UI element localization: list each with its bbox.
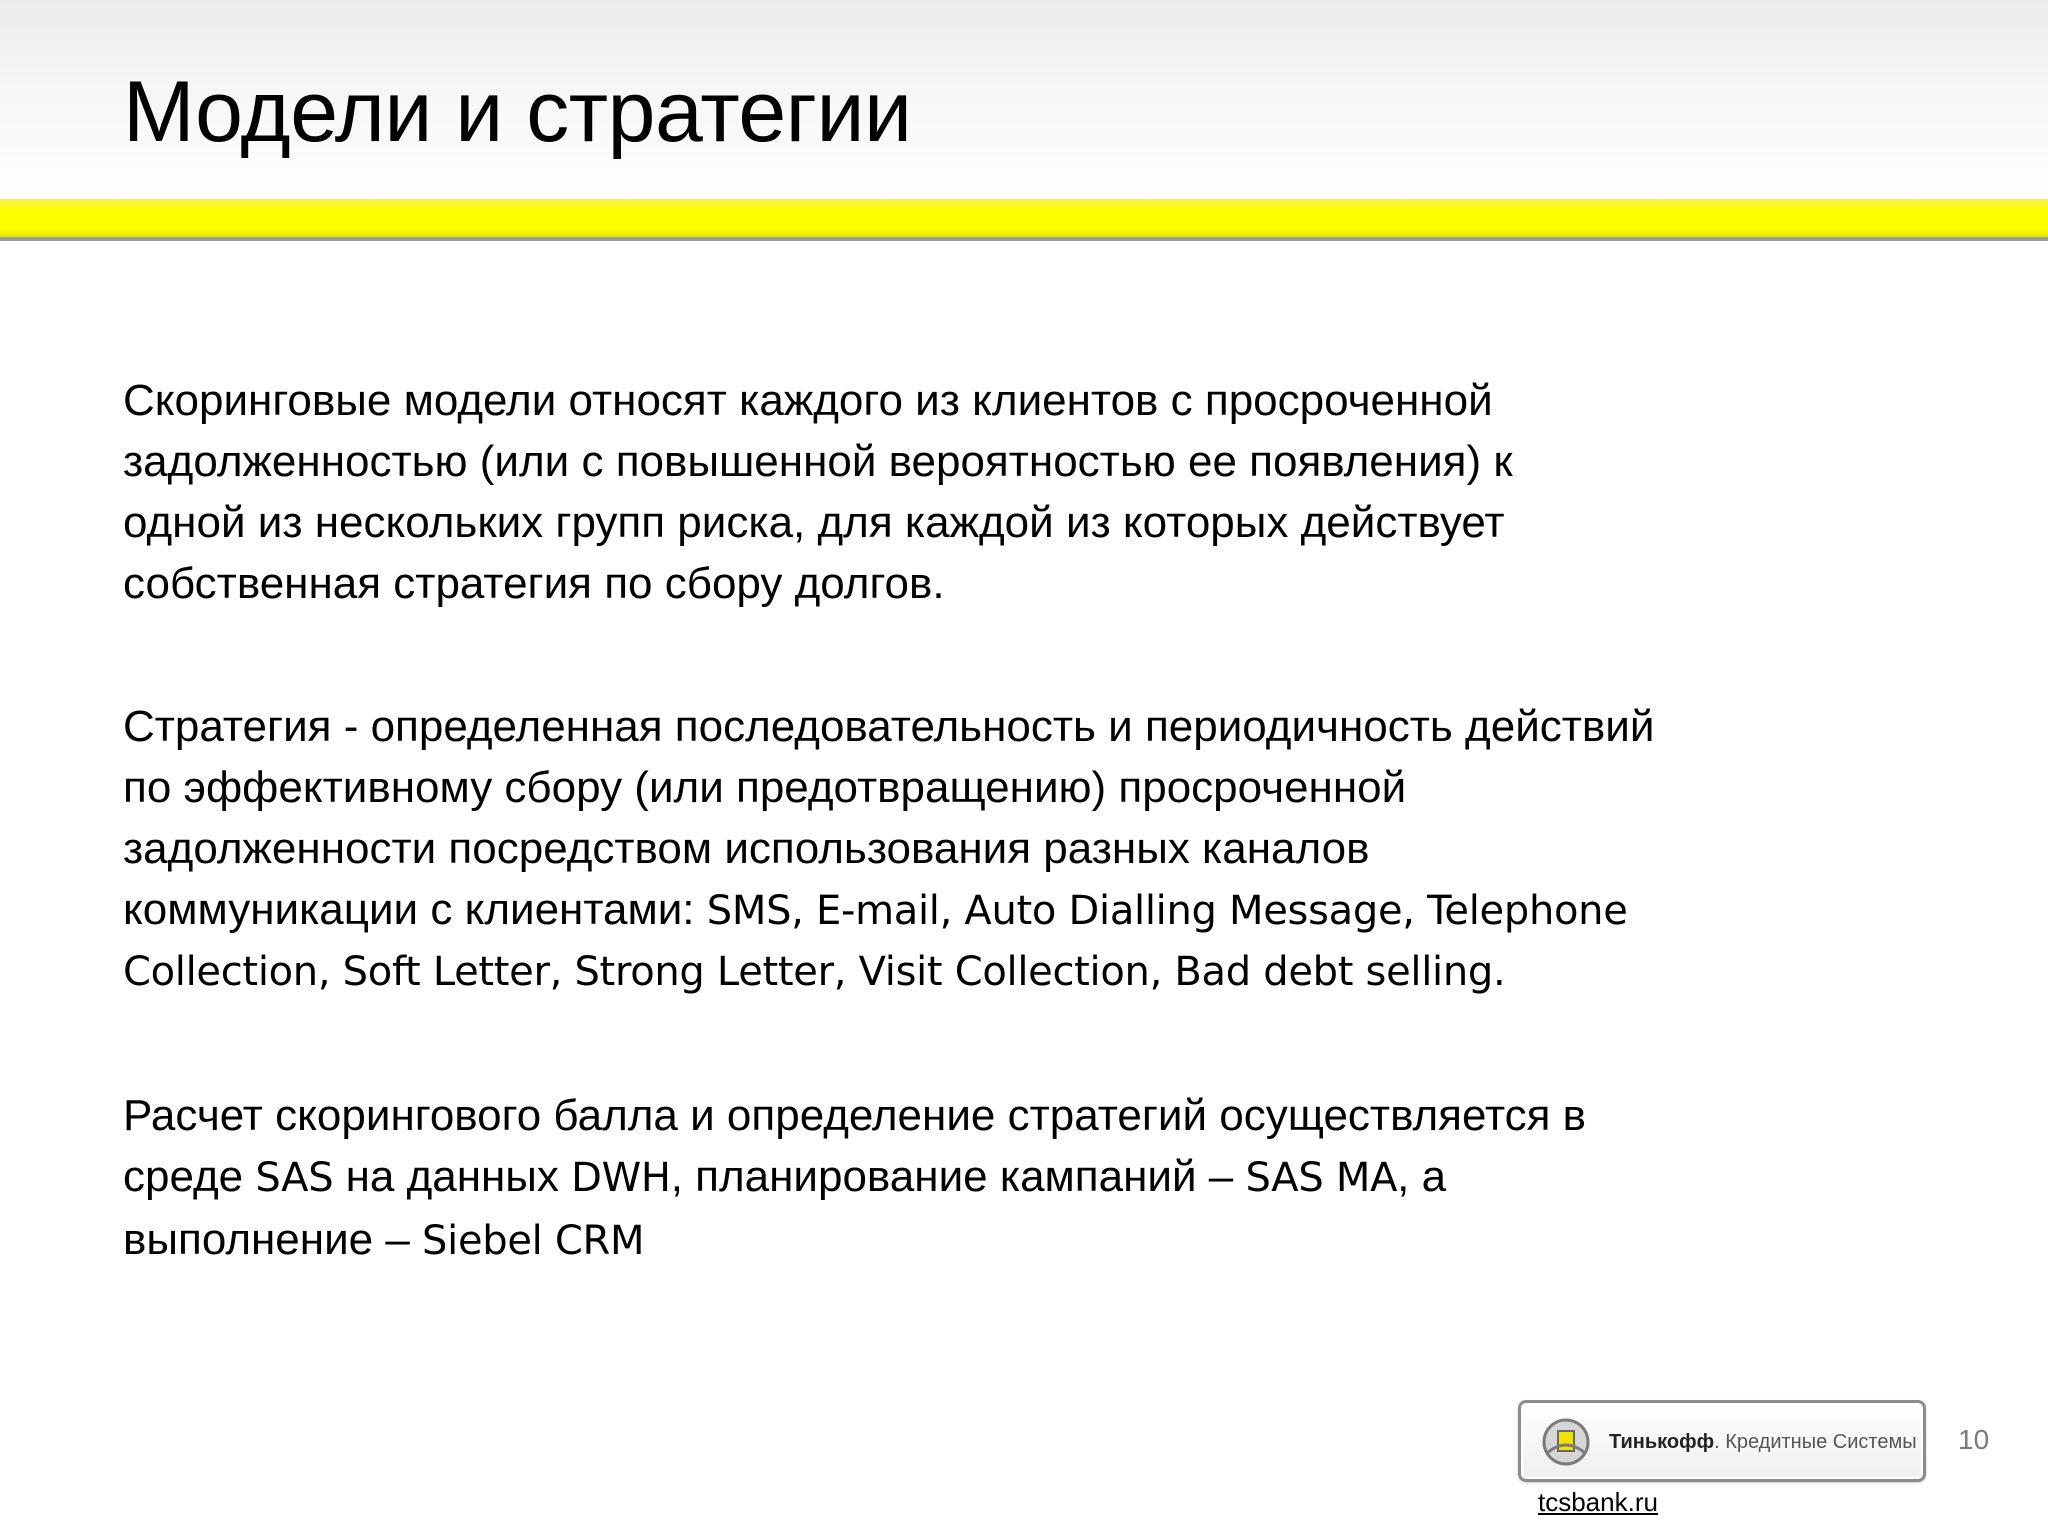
- slide-title: Модели и стратегии: [123, 64, 912, 160]
- channels-intro: коммуникации с клиентами:: [123, 885, 707, 934]
- paragraph-line: по эффективному сбору (или предотвращению) просроченной: [123, 763, 1407, 812]
- footer-bank-logo: [1518, 1400, 1926, 1482]
- paragraph-line: одной из нескольких групп риска, для каждой из которых действует: [123, 498, 1505, 547]
- footer-brand: [1609, 1431, 1917, 1454]
- system-name: SAS: [255, 1155, 334, 1201]
- system-name: SAS MA: [1245, 1155, 1398, 1201]
- footer-brand-bold: Тинькофф: [1609, 1431, 1715, 1453]
- paragraph-scoring-systems: [123, 1085, 1923, 1272]
- slide-body: [123, 370, 1923, 1272]
- paragraph-line: задолженности посредством использования разных каналов: [123, 824, 1370, 873]
- text-segment: выполнение –: [123, 1215, 423, 1264]
- text-segment: , планирование кампаний –: [670, 1152, 1246, 1201]
- paragraph-scoring-models: [123, 370, 1923, 614]
- footer-brand-light: . Кредитные Системы: [1714, 1431, 1917, 1453]
- channels-list-continued: Collection, Soft Letter, Strong Letter, Visit Collection, Bad debt selling.: [123, 949, 1506, 995]
- paragraph-line: [123, 1146, 1923, 1209]
- paragraph-line: Расчет скорингового балла и определение стратегий осуществляется в: [123, 1091, 1587, 1140]
- channels-list: SMS, E-mail, Auto Dialling Message, Telephone: [706, 888, 1628, 934]
- bank-emblem-icon: [1541, 1417, 1591, 1467]
- text-segment: , а: [1397, 1152, 1447, 1201]
- page-number: 10: [1958, 1424, 1990, 1455]
- credit-card-image-frame: [1480, 0, 2048, 238]
- paragraph-line: Скоринговые модели относят каждого из клиентов с просроченной: [123, 376, 1493, 425]
- system-name: DWH: [571, 1155, 671, 1201]
- text-segment: на данных: [333, 1152, 572, 1201]
- paragraph-line: [123, 879, 1923, 942]
- site-link[interactable]: tcsbank.ru: [1538, 1487, 1658, 1517]
- system-name: Siebel CRM: [422, 1218, 645, 1264]
- text-segment: среде: [123, 1152, 256, 1201]
- paragraph-line: задолженностью (или с повышенной вероятностью ее появления) к: [123, 437, 1513, 486]
- paragraph-line: Стратегия - определенная последовательность и периодичность действий: [123, 702, 1655, 751]
- paragraph-strategy-definition: [123, 696, 1923, 1003]
- paragraph-line: [123, 1209, 1923, 1272]
- paragraph-line: собственная стратегия по сбору долгов.: [123, 559, 945, 608]
